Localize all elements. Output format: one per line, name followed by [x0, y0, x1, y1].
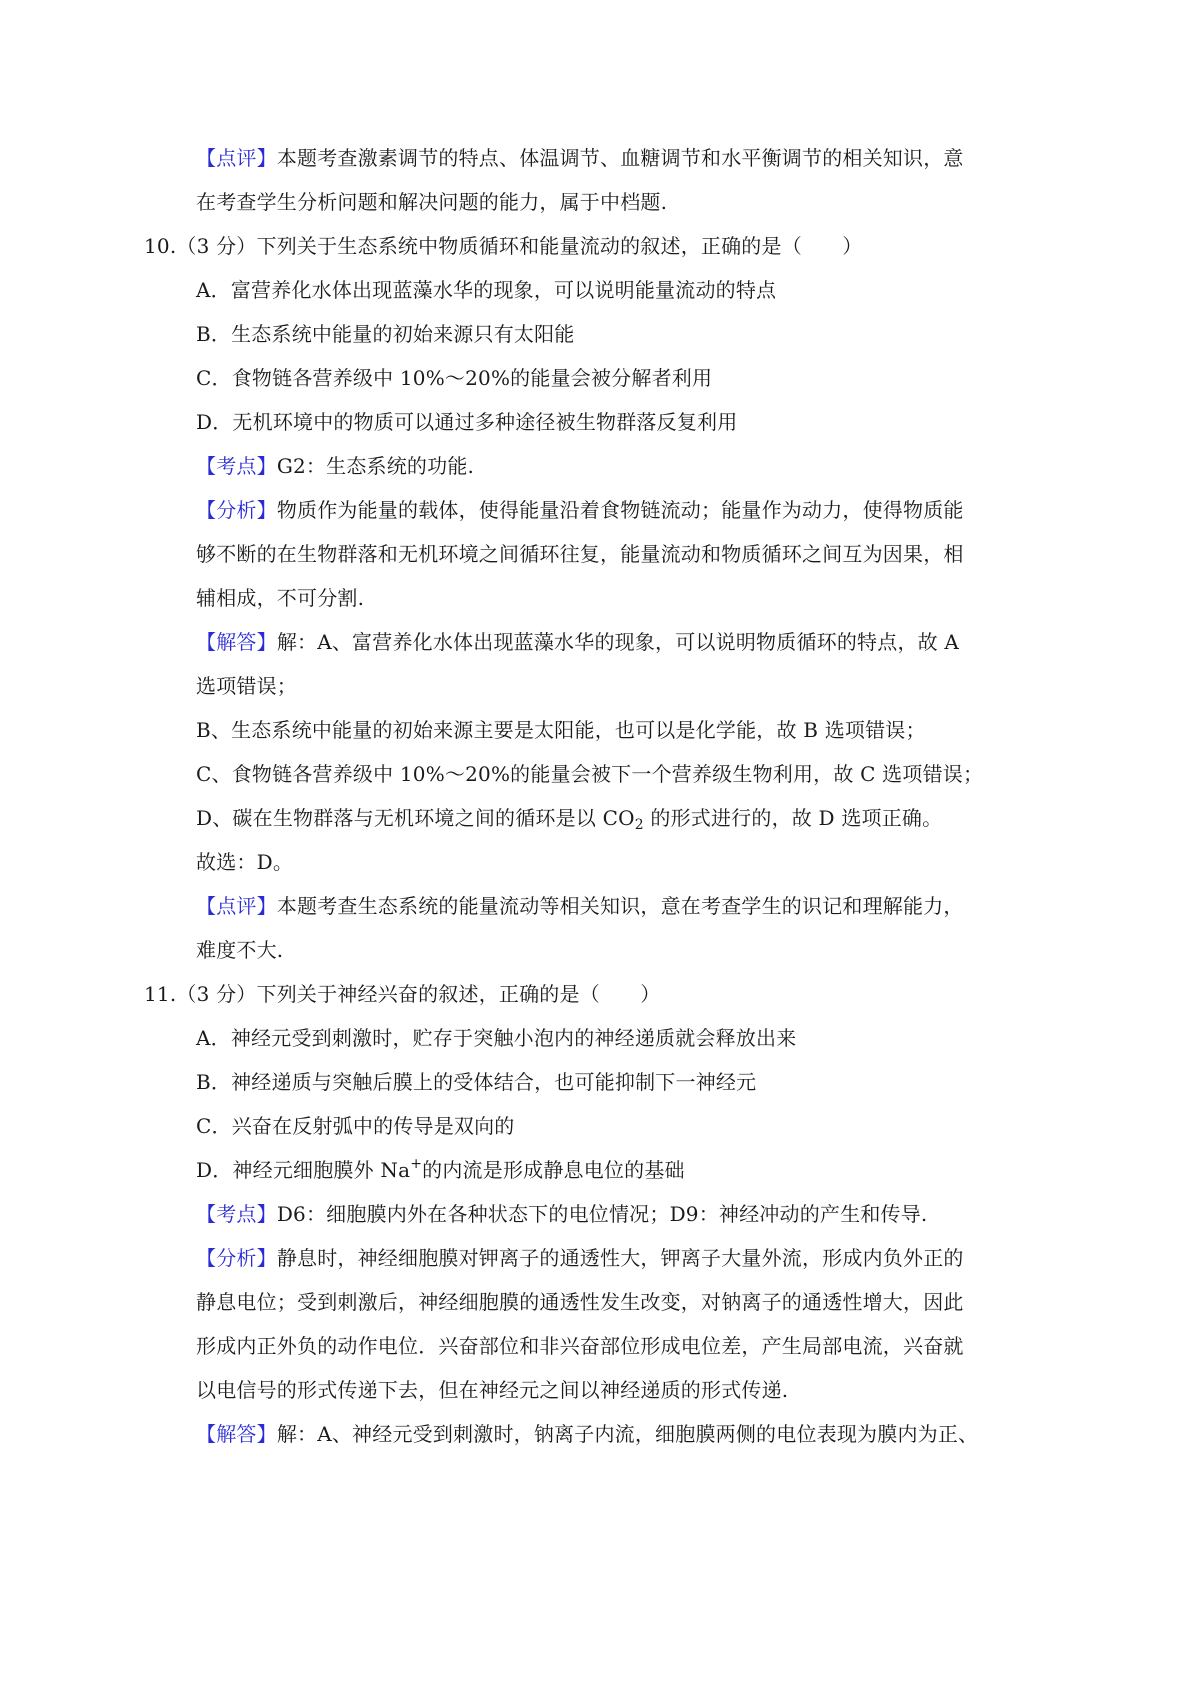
- knowledge-text: G2：生态系统的功能.: [276, 454, 475, 478]
- q10-option-c: C．食物链各营养级中 10%～20%的能量会被分解者利用: [196, 366, 713, 390]
- analysis-text-cont: 以电信号的形式传递下去，但在神经元之间以神经递质的形式传递.: [196, 1378, 789, 1402]
- q11-knowledge-point: [196, 1200, 928, 1228]
- q10-option-b: B．生态系统中能量的初始来源只有太阳能: [196, 322, 575, 346]
- comment-label: 【点评】: [196, 146, 277, 170]
- answer-d-pre: D、碳在生物群落与无机环境之间的循环是以 CO: [196, 806, 635, 830]
- q10-option-a: A．富营养化水体出现蓝藻水华的现象，可以说明能量流动的特点: [196, 278, 777, 302]
- q11-analysis: [196, 1244, 964, 1272]
- analysis-label: 【分析】: [196, 1246, 277, 1270]
- comment-text: 本题考查生态系统的能量流动等相关知识，意在考查学生的识记和理解能力，: [276, 894, 964, 918]
- answer-text: 解：A、神经元受到刺激时，钠离子内流，细胞膜两侧的电位表现为膜内为正、: [276, 1422, 979, 1446]
- q11-answer: [196, 1420, 978, 1448]
- answer-text: 解：A、富营养化水体出现蓝藻水华的现象，可以说明物质循环的特点，故 A: [276, 630, 960, 654]
- analysis-text: 物质作为能量的载体，使得能量沿着食物链流动；能量作为动力，使得物质能: [276, 498, 964, 522]
- q11-option-b: B．神经递质与突触后膜上的受体结合，也可能抑制下一神经元: [196, 1070, 757, 1094]
- answer-label: 【解答】: [196, 1422, 277, 1446]
- q11-option-d: [196, 1156, 685, 1184]
- answer-text-d: [196, 804, 942, 832]
- option-d-pre: D．神经元细胞膜外 Na: [196, 1158, 411, 1182]
- question-10-stem: 10.（3 分）下列关于生态系统中物质循环和能量流动的叙述，正确的是（ ）: [144, 234, 863, 258]
- comment-text-cont: 在考查学生分析问题和解决问题的能力，属于中档题.: [196, 190, 668, 214]
- na-superscript: +: [410, 1156, 423, 1172]
- knowledge-label: 【考点】: [196, 1202, 277, 1226]
- q10-analysis: [196, 496, 964, 524]
- analysis-text-cont: 辅相成，不可分割.: [196, 586, 365, 610]
- comment-text-cont: 难度不大.: [196, 938, 284, 962]
- answer-label: 【解答】: [196, 630, 277, 654]
- answer-d-post: 的形式进行的，故 D 选项正确。: [643, 806, 943, 830]
- analysis-text-cont: 形成内正外负的动作电位．兴奋部位和非兴奋部位形成电位差，产生局部电流，兴奋就: [196, 1334, 964, 1358]
- analysis-text-cont: 够不断的在生物群落和无机环境之间循环往复，能量流动和物质循环之间互为因果，相: [196, 542, 964, 566]
- comment-paragraph: [196, 144, 964, 172]
- q10-comment: [196, 892, 964, 920]
- option-d-post: 的内流是形成静息电位的基础: [422, 1158, 685, 1182]
- analysis-text: 静息时，神经细胞膜对钾离子的通透性大，钾离子大量外流，形成内负外正的: [276, 1246, 964, 1270]
- analysis-text-cont: 静息电位；受到刺激后，神经细胞膜的通透性发生改变，对钠离子的通透性增大，因此: [196, 1290, 964, 1314]
- answer-text-c: C、食物链各营养级中 10%～20%的能量会被下一个营养级生物利用，故 C 选项错误；: [196, 762, 984, 786]
- q10-answer: [196, 628, 959, 656]
- question-11-stem: 11.（3 分）下列关于神经兴奋的叙述，正确的是（ ）: [144, 982, 661, 1006]
- comment-text: 本题考查激素调节的特点、体温调节、血糖调节和水平衡调节的相关知识，意: [276, 146, 964, 170]
- comment-label: 【点评】: [196, 894, 277, 918]
- knowledge-label: 【考点】: [196, 454, 277, 478]
- q11-option-c: C．兴奋在反射弧中的传导是双向的: [196, 1114, 515, 1138]
- final-answer: 故选：D。: [196, 850, 294, 874]
- analysis-label: 【分析】: [196, 498, 277, 522]
- q10-option-d: D．无机环境中的物质可以通过多种途径被生物群落反复利用: [196, 410, 738, 434]
- answer-text-cont: 选项错误；: [196, 674, 297, 698]
- q11-option-a: A．神经元受到刺激时，贮存于突触小泡内的神经递质就会释放出来: [196, 1026, 797, 1050]
- co2-subscript: 2: [634, 817, 644, 833]
- q10-knowledge-point: [196, 452, 474, 480]
- knowledge-text: D6：细胞膜内外在各种状态下的电位情况；D9：神经冲动的产生和传导.: [276, 1202, 928, 1226]
- answer-text-b: B、生态系统中能量的初始来源主要是太阳能，也可以是化学能，故 B 选项错误；: [196, 718, 926, 742]
